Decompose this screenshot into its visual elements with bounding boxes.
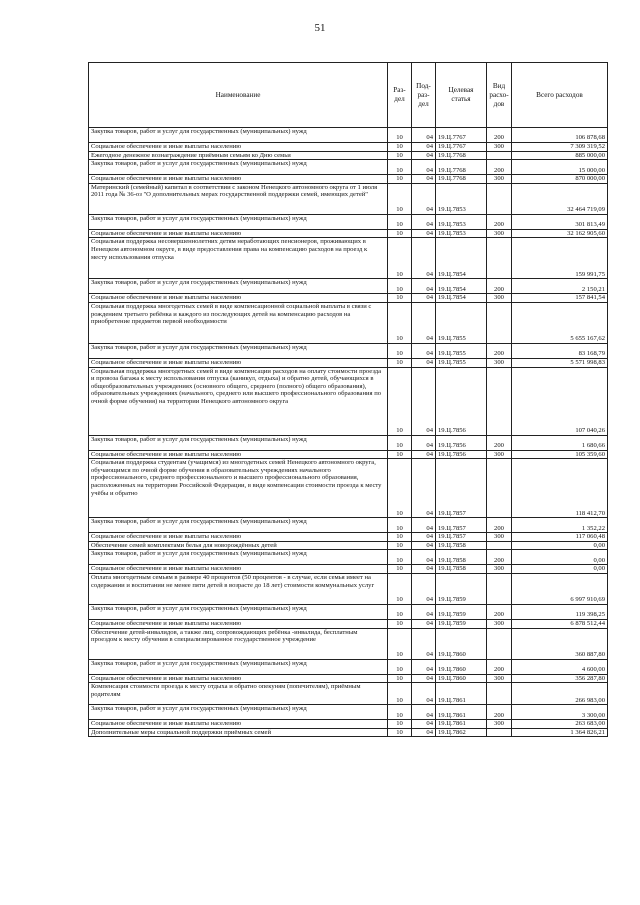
row-expense-type xyxy=(487,367,512,435)
row-subsection: 04 xyxy=(412,279,436,294)
row-name: Закупка товаров, работ и услуг для государственных (муниципальных) нужд xyxy=(89,518,388,533)
row-subsection: 04 xyxy=(412,175,436,184)
row-name: Закупка товаров, работ и услуг для государственных (муниципальных) нужд xyxy=(89,705,388,720)
row-subsection: 04 xyxy=(412,604,436,619)
row-expense-type: 200 xyxy=(487,128,512,143)
row-subsection: 04 xyxy=(412,358,436,367)
row-subsection: 04 xyxy=(412,705,436,720)
row-expense-type: 200 xyxy=(487,604,512,619)
row-total: 0,00 xyxy=(512,550,608,565)
row-expense-type xyxy=(487,302,512,343)
row-subsection: 04 xyxy=(412,550,436,565)
table-row xyxy=(89,302,608,343)
row-name: Оплата многодетным семьям в размере 40 процентов (50 процентов - в случае, если семья имеет на содержании и воспитании не менее пяти детей в возрасте до 18 лет) стоимости коммунальных услуг xyxy=(89,573,388,604)
row-section: 10 xyxy=(388,183,412,214)
row-subsection: 04 xyxy=(412,128,436,143)
row-total: 32 464 719,09 xyxy=(512,183,608,214)
row-name: Закупка товаров, работ и услуг для государственных (муниципальных) нужд xyxy=(89,550,388,565)
row-subsection: 04 xyxy=(412,518,436,533)
row-section: 10 xyxy=(388,279,412,294)
row-subsection: 04 xyxy=(412,229,436,238)
row-name: Социальное обеспечение и иные выплаты населению xyxy=(89,229,388,238)
row-section: 10 xyxy=(388,128,412,143)
row-total: 83 168,79 xyxy=(512,343,608,358)
row-total: 2 150,21 xyxy=(512,279,608,294)
row-target-article: 19.Ц.7856 xyxy=(436,367,487,435)
row-name: Социальное обеспечение и иные выплаты населению xyxy=(89,619,388,628)
table-row xyxy=(89,573,608,604)
row-total: 107 040,26 xyxy=(512,367,608,435)
row-target-article: 19.Ц.7853 xyxy=(436,229,487,238)
row-name: Обеспечение детей-инвалидов, а также лиц, сопровождающих ребёнка -инвалида, бесплатным проездом к месту обучения в специализированное государственное учреждение xyxy=(89,628,388,659)
row-name: Социальная поддержка несовершеннолетних детям неработающих пенсионеров, проживающих в Ненецком автономном округе, в виде предоставления права на компенсацию расходов на проезд к месту использования отпуска xyxy=(89,238,388,279)
row-section: 10 xyxy=(388,450,412,459)
row-name: Закупка товаров, работ и услуг для государственных (муниципальных) нужд xyxy=(89,659,388,674)
budget-table xyxy=(88,62,608,737)
row-target-article: 19.Ц.7860 xyxy=(436,628,487,659)
row-expense-type: 200 xyxy=(487,279,512,294)
row-total: 0,00 xyxy=(512,565,608,574)
row-target-article: 19.Ц.7860 xyxy=(436,674,487,683)
row-total: 6 997 910,69 xyxy=(512,573,608,604)
row-name: Закупка товаров, работ и услуг для государственных (муниципальных) нужд xyxy=(89,214,388,229)
row-total: 5 571 998,83 xyxy=(512,358,608,367)
row-target-article: 19.Ц.7767 xyxy=(436,128,487,143)
row-total: 157 841,54 xyxy=(512,294,608,303)
row-section: 10 xyxy=(388,728,412,737)
row-section: 10 xyxy=(388,518,412,533)
row-total: 32 162 905,60 xyxy=(512,229,608,238)
row-expense-type: 300 xyxy=(487,450,512,459)
row-expense-type: 300 xyxy=(487,175,512,184)
row-name: Закупка товаров, работ и услуг для государственных (муниципальных) нужд xyxy=(89,343,388,358)
row-subsection: 04 xyxy=(412,728,436,737)
header-subsection: Под- раз- дел xyxy=(412,63,436,128)
table-row xyxy=(89,238,608,279)
table-row xyxy=(89,151,608,160)
table-row xyxy=(89,705,608,720)
row-name: Социальное обеспечение и иные выплаты населению xyxy=(89,533,388,542)
row-name: Обеспечение семей комплектами белья для новорождённых детей xyxy=(89,541,388,550)
row-name: Закупка товаров, работ и услуг для государственных (муниципальных) нужд xyxy=(89,604,388,619)
row-expense-type xyxy=(487,728,512,737)
row-section: 10 xyxy=(388,573,412,604)
row-target-article: 19.Ц.7853 xyxy=(436,214,487,229)
row-section: 10 xyxy=(388,294,412,303)
row-name: Дополнительные меры социальной поддержки приёмных семей xyxy=(89,728,388,737)
row-subsection: 04 xyxy=(412,565,436,574)
row-expense-type: 300 xyxy=(487,619,512,628)
row-expense-type: 300 xyxy=(487,143,512,152)
table-row xyxy=(89,229,608,238)
row-section: 10 xyxy=(388,550,412,565)
row-subsection: 04 xyxy=(412,720,436,729)
row-expense-type xyxy=(487,238,512,279)
row-name: Компенсация стоимости проезда к месту отдыха и обратно опекуням (попечителям), приёмным родителям xyxy=(89,683,388,705)
row-name: Социальное обеспечение и иные выплаты населению xyxy=(89,143,388,152)
row-subsection: 04 xyxy=(412,238,436,279)
row-section: 10 xyxy=(388,683,412,705)
row-subsection: 04 xyxy=(412,294,436,303)
row-expense-type: 200 xyxy=(487,343,512,358)
row-total: 4 600,00 xyxy=(512,659,608,674)
row-name: Ежегодное денежное вознаграждение приёмным семьям ко Дню семьи xyxy=(89,151,388,160)
row-target-article: 19.Ц.7861 xyxy=(436,705,487,720)
row-target-article: 19.Ц.7860 xyxy=(436,659,487,674)
row-expense-type: 200 xyxy=(487,659,512,674)
row-target-article: 19.Ц.7854 xyxy=(436,238,487,279)
row-section: 10 xyxy=(388,214,412,229)
row-section: 10 xyxy=(388,674,412,683)
row-name: Социальное обеспечение и иные выплаты населению xyxy=(89,294,388,303)
row-target-article: 19.Ц.7855 xyxy=(436,343,487,358)
row-target-article: 19.Ц.7854 xyxy=(436,279,487,294)
table-row xyxy=(89,367,608,435)
row-name: Социальная поддержка студентам (учащимся) из многодетных семей Ненецкого автономного округа, обучающимся по очной форме обучения в образовательных учреждениях начального профессионального, среднего профессионального и высшего профессионального образования, расположенных на территории Российской Федерации, в виде компенсации стоимости проезда к месту учёбы и обратно xyxy=(89,459,388,518)
row-subsection: 04 xyxy=(412,214,436,229)
row-target-article: 19.Ц.7861 xyxy=(436,683,487,705)
page-number: 51 xyxy=(314,22,326,34)
row-expense-type: 300 xyxy=(487,358,512,367)
table-row xyxy=(89,160,608,175)
row-expense-type: 300 xyxy=(487,533,512,542)
row-section: 10 xyxy=(388,533,412,542)
row-name: Социальное обеспечение и иные выплаты населению xyxy=(89,720,388,729)
row-section: 10 xyxy=(388,435,412,450)
row-expense-type: 300 xyxy=(487,674,512,683)
row-name: Закупка товаров, работ и услуг для государственных (муниципальных) нужд xyxy=(89,279,388,294)
row-target-article: 19.Ц.7856 xyxy=(436,435,487,450)
row-target-article: 19.Ц.7853 xyxy=(436,183,487,214)
row-expense-type xyxy=(487,683,512,705)
table-row xyxy=(89,459,608,518)
row-subsection: 04 xyxy=(412,435,436,450)
row-expense-type: 200 xyxy=(487,705,512,720)
row-expense-type: 300 xyxy=(487,229,512,238)
row-section: 10 xyxy=(388,358,412,367)
header-section: Раз- дел xyxy=(388,63,412,128)
row-name: Закупка товаров, работ и услуг для государственных (муниципальных) нужд xyxy=(89,435,388,450)
row-expense-type xyxy=(487,183,512,214)
row-total: 0,00 xyxy=(512,541,608,550)
row-total: 118 412,70 xyxy=(512,459,608,518)
row-subsection: 04 xyxy=(412,459,436,518)
row-target-article: 19.Ц.7858 xyxy=(436,541,487,550)
row-target-article: 19.Ц.7767 xyxy=(436,143,487,152)
row-expense-type xyxy=(487,573,512,604)
row-name: Социальная поддержка многодетных семей в виде компенсационной социальной выплаты в связи с рождением третьего ребёнка и каждого из последующих детей на компенсацию расходов на приобретение предметов первой необходимости xyxy=(89,302,388,343)
row-total: 266 983,00 xyxy=(512,683,608,705)
row-subsection: 04 xyxy=(412,573,436,604)
row-target-article: 19.Ц.7768 xyxy=(436,175,487,184)
row-name: Социальная поддержка многодетных семей в виде компенсации расходов на оплату стоимости проезда и провоза багажа к месту использования отпуска (каникул, отдыха) и обратно детей, обучающихся в общеобразовательных учреждениях (основного общего, среднего (полного) общего образования), образовательных учреждениях (начального, среднего или высшего профессионального образования по очной форме обучения) на территории Ненецкого автономного округа xyxy=(89,367,388,435)
row-target-article: 19.Ц.7768 xyxy=(436,151,487,160)
row-name: Социальное обеспечение и иные выплаты населению xyxy=(89,450,388,459)
row-total: 360 887,80 xyxy=(512,628,608,659)
table-row xyxy=(89,728,608,737)
row-subsection: 04 xyxy=(412,533,436,542)
row-expense-type xyxy=(487,151,512,160)
table-row xyxy=(89,533,608,542)
row-subsection: 04 xyxy=(412,659,436,674)
row-total: 1 364 826,21 xyxy=(512,728,608,737)
row-name: Социальное обеспечение и иные выплаты населению xyxy=(89,565,388,574)
row-subsection: 04 xyxy=(412,683,436,705)
table-row xyxy=(89,450,608,459)
row-name: Закупка товаров, работ и услуг для государственных (муниципальных) нужд xyxy=(89,128,388,143)
row-subsection: 04 xyxy=(412,619,436,628)
table-row xyxy=(89,128,608,143)
table-row xyxy=(89,565,608,574)
row-target-article: 19.Ц.7862 xyxy=(436,728,487,737)
row-total: 301 813,49 xyxy=(512,214,608,229)
table-header-row xyxy=(89,63,608,128)
row-section: 10 xyxy=(388,604,412,619)
row-section: 10 xyxy=(388,459,412,518)
row-total: 3 300,00 xyxy=(512,705,608,720)
row-total: 119 398,25 xyxy=(512,604,608,619)
row-name: Закупка товаров, работ и услуг для государственных (муниципальных) нужд xyxy=(89,160,388,175)
table-row xyxy=(89,143,608,152)
row-total: 1 680,66 xyxy=(512,435,608,450)
row-target-article: 19.Ц.7859 xyxy=(436,619,487,628)
row-expense-type: 200 xyxy=(487,435,512,450)
row-section: 10 xyxy=(388,160,412,175)
row-expense-type xyxy=(487,628,512,659)
row-total: 6 878 512,44 xyxy=(512,619,608,628)
table-row xyxy=(89,294,608,303)
row-subsection: 04 xyxy=(412,151,436,160)
row-section: 10 xyxy=(388,541,412,550)
row-total: 5 655 167,62 xyxy=(512,302,608,343)
row-expense-type: 200 xyxy=(487,214,512,229)
row-target-article: 19.Ц.7855 xyxy=(436,302,487,343)
row-name: Социальное обеспечение и иные выплаты населению xyxy=(89,674,388,683)
row-target-article: 19.Ц.7768 xyxy=(436,160,487,175)
row-section: 10 xyxy=(388,151,412,160)
row-target-article: 19.Ц.7859 xyxy=(436,604,487,619)
row-total: 870 000,00 xyxy=(512,175,608,184)
row-total: 15 000,00 xyxy=(512,160,608,175)
row-name: Социальное обеспечение и иные выплаты населению xyxy=(89,175,388,184)
row-expense-type: 300 xyxy=(487,565,512,574)
row-expense-type: 200 xyxy=(487,550,512,565)
row-section: 10 xyxy=(388,659,412,674)
row-target-article: 19.Ц.7858 xyxy=(436,565,487,574)
row-target-article: 19.Ц.7854 xyxy=(436,294,487,303)
row-total: 885 000,00 xyxy=(512,151,608,160)
row-subsection: 04 xyxy=(412,541,436,550)
row-target-article: 19.Ц.7861 xyxy=(436,720,487,729)
row-section: 10 xyxy=(388,302,412,343)
table-row xyxy=(89,518,608,533)
row-expense-type: 200 xyxy=(487,160,512,175)
table-row xyxy=(89,683,608,705)
row-section: 10 xyxy=(388,229,412,238)
table-row xyxy=(89,604,608,619)
table-row xyxy=(89,619,608,628)
table-row xyxy=(89,541,608,550)
table-row xyxy=(89,628,608,659)
row-total: 105 359,60 xyxy=(512,450,608,459)
table-row xyxy=(89,550,608,565)
table-row xyxy=(89,175,608,184)
row-expense-type: 300 xyxy=(487,294,512,303)
row-target-article: 19.Ц.7859 xyxy=(436,573,487,604)
table-row xyxy=(89,358,608,367)
header-total: Всего расходов xyxy=(512,63,608,128)
row-section: 10 xyxy=(388,238,412,279)
table-row xyxy=(89,214,608,229)
table-row xyxy=(89,674,608,683)
table-row xyxy=(89,435,608,450)
row-total: 1 352,22 xyxy=(512,518,608,533)
header-expense-type: Вид расхо- дов xyxy=(487,63,512,128)
row-subsection: 04 xyxy=(412,183,436,214)
row-total: 159 991,75 xyxy=(512,238,608,279)
row-total: 7 309 319,52 xyxy=(512,143,608,152)
row-target-article: 19.Ц.7857 xyxy=(436,533,487,542)
row-target-article: 19.Ц.7857 xyxy=(436,459,487,518)
row-total: 117 060,48 xyxy=(512,533,608,542)
row-section: 10 xyxy=(388,619,412,628)
row-section: 10 xyxy=(388,367,412,435)
row-subsection: 04 xyxy=(412,160,436,175)
table-row xyxy=(89,343,608,358)
table-body xyxy=(89,128,608,737)
row-name: Социальное обеспечение и иные выплаты населению xyxy=(89,358,388,367)
row-subsection: 04 xyxy=(412,143,436,152)
header-name: Наименование xyxy=(89,63,388,128)
row-expense-type xyxy=(487,541,512,550)
row-section: 10 xyxy=(388,175,412,184)
row-expense-type: 300 xyxy=(487,720,512,729)
table-row xyxy=(89,183,608,214)
row-subsection: 04 xyxy=(412,628,436,659)
row-target-article: 19.Ц.7855 xyxy=(436,358,487,367)
row-subsection: 04 xyxy=(412,367,436,435)
row-target-article: 19.Ц.7857 xyxy=(436,518,487,533)
row-section: 10 xyxy=(388,565,412,574)
table-row xyxy=(89,279,608,294)
row-total: 356 287,80 xyxy=(512,674,608,683)
row-subsection: 04 xyxy=(412,450,436,459)
row-section: 10 xyxy=(388,628,412,659)
row-section: 10 xyxy=(388,143,412,152)
row-section: 10 xyxy=(388,343,412,358)
row-name: Материнский (семейный) капитал в соответствии с законом Ненецкого автономного округа от 1 июля 2011 года № 36-оз "О дополнительных мерах государственной поддержки семей, имеющих детей" xyxy=(89,183,388,214)
table-row xyxy=(89,659,608,674)
row-expense-type: 200 xyxy=(487,518,512,533)
row-subsection: 04 xyxy=(412,343,436,358)
header-target-article: Целевая статья xyxy=(436,63,487,128)
row-section: 10 xyxy=(388,720,412,729)
row-target-article: 19.Ц.7858 xyxy=(436,550,487,565)
row-expense-type xyxy=(487,459,512,518)
row-total: 263 683,00 xyxy=(512,720,608,729)
row-total: 106 878,68 xyxy=(512,128,608,143)
table-row xyxy=(89,720,608,729)
row-section: 10 xyxy=(388,705,412,720)
row-subsection: 04 xyxy=(412,302,436,343)
row-target-article: 19.Ц.7856 xyxy=(436,450,487,459)
row-subsection: 04 xyxy=(412,674,436,683)
